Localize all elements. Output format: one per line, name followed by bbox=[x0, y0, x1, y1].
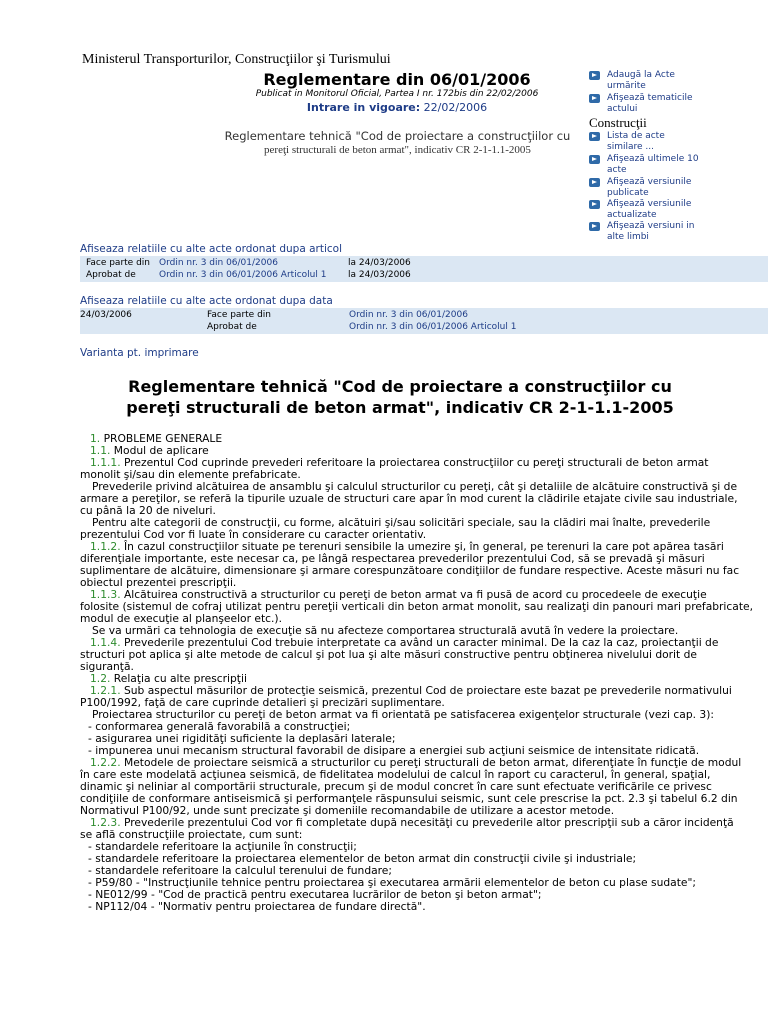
clause-text: prezentului Cod vor fi luate în considerare cu caracter orientativ. bbox=[80, 528, 427, 541]
document-body bbox=[80, 433, 768, 913]
clause-text: modul de execuţie al planşeelor etc.). bbox=[80, 612, 282, 625]
clause-text: - P59/80 - "Instrucţiunile tehnice pentru proiectarea şi executarea armării elementelor de beton cu plase sudate"; bbox=[88, 876, 696, 889]
clause-text: structuri pot aplica şi alte metode de calcul şi pot lua şi alte măsuri constructive pentru obţinerea nivelului dorit de bbox=[80, 648, 697, 661]
in-force-info bbox=[210, 101, 584, 114]
clause-text: - impunerea unui mecanism structural favorabil de disipare a energiei sub acţiuni seismice de intensitate ridicată. bbox=[88, 744, 700, 757]
clause-number: 1.2.3. bbox=[90, 816, 121, 829]
arrow-icon bbox=[589, 222, 600, 231]
document-heading-line-2: pereţi structurali de beton armat", indicativ CR 2-1-1.1-2005 bbox=[126, 398, 674, 417]
relation-type: Face parte din bbox=[207, 310, 271, 320]
relation-type: Face parte din bbox=[86, 258, 150, 268]
clause-text: Modul de aplicare bbox=[110, 444, 209, 457]
relation-type: Aprobat de bbox=[207, 322, 257, 332]
sidebar-item-label: Afişează ultimele 10 acte bbox=[607, 154, 699, 175]
clause-text: Proiectarea structurilor cu pereţi de beton armat va fi orientată pe satisfacerea exigenţelor structurale (vezi cap. 3): bbox=[92, 708, 714, 721]
relations-by-article-table bbox=[80, 256, 768, 282]
document-heading bbox=[90, 376, 710, 418]
arrow-icon bbox=[589, 178, 600, 187]
subject-line-1: Reglementare tehnică "Cod de proiectare a construcţiilor cu bbox=[224, 129, 571, 143]
clause-text: - NE012/99 - "Cod de practică pentru executarea lucrărilor de beton şi beton armat"; bbox=[88, 888, 542, 901]
arrow-icon bbox=[589, 94, 600, 103]
clause-text: P100/1992, faţă de care cuprinde detalieri şi precizări suplimentare. bbox=[80, 696, 445, 709]
sidebar-item-similar[interactable] bbox=[590, 131, 700, 153]
relation-act-link[interactable]: Ordin nr. 3 din 06/01/2006 bbox=[349, 310, 468, 320]
document-heading-line-1: Reglementare tehnică "Cod de proiectare a construcţiilor cu bbox=[128, 377, 672, 396]
body-line bbox=[80, 901, 768, 913]
clause-text: - NP112/04 - "Normativ pentru proiectarea de fundare directă". bbox=[88, 900, 426, 913]
arrow-icon bbox=[589, 132, 600, 141]
clause-text: obiectul prezentei prescripţii. bbox=[80, 576, 237, 589]
relation-type: Aprobat de bbox=[86, 270, 136, 280]
relation-date: la 24/03/2006 bbox=[348, 270, 411, 280]
clause-number: 1.1.2. bbox=[90, 540, 121, 553]
clause-text: Normativul P100/92, unde sunt precizate şi domeniile recomandabile de utilizare a acestor metode. bbox=[80, 804, 615, 817]
sidebar-item-published[interactable] bbox=[590, 177, 700, 199]
in-force-label: Intrare in vigoare: bbox=[306, 101, 421, 114]
clause-text: folosite (sistemul de cofraj utilizat pentru pereţii verticali din beton armat monolit, sau realizaţi din panouri mari prefabricate, bbox=[80, 600, 753, 613]
sidebar-item-last10[interactable] bbox=[590, 154, 700, 176]
clause-text: Se va urmări ca tehnologia de execuţie să nu afecteze comportarea structurală avută în vedere la proiectare. bbox=[92, 624, 679, 637]
clause-text: armare a pereţilor, se referă la tipurile uzuale de structuri care apar în mod curent la clădirile etajate civile sau industriale, bbox=[80, 492, 738, 505]
arrow-icon bbox=[589, 155, 600, 164]
clause-number: 1.1. bbox=[90, 444, 111, 457]
relations-by-date-link[interactable]: Afiseaza relatiile cu alte acte ordonat dupa data bbox=[80, 295, 333, 307]
sidebar-item-label: Afişează versiuni in alte limbi bbox=[607, 221, 695, 242]
clause-text: Metodele de proiectare seismică a structurilor cu pereţi structurali de beton armat, diferenţiate în funcţie de modul bbox=[120, 756, 742, 769]
page-title: Reglementare din 06/01/2006 bbox=[263, 70, 531, 89]
clause-text: Alcătuirea constructivă a structurilor cu pereţi de beton armat va fi pusă de acord cu procedeele de execuţie bbox=[120, 588, 707, 601]
clause-text: Prezentul Cod cuprinde prevederi referitoare la proiectarea construcţiilor cu pereţi structurali de beton armat bbox=[120, 456, 709, 469]
relation-act-link[interactable]: Ordin nr. 3 din 06/01/2006 Articolul 1 bbox=[159, 270, 327, 280]
clause-text: siguranţă. bbox=[80, 660, 134, 673]
arrow-icon bbox=[589, 71, 600, 80]
clause-text: se află construcţiile proiectate, cum sunt: bbox=[80, 828, 303, 841]
in-force-date: 22/02/2006 bbox=[423, 101, 488, 114]
sidebar-item-topics[interactable] bbox=[590, 93, 700, 115]
clause-text: - conformarea generală favorabilă a construcţiei; bbox=[88, 720, 351, 733]
clause-number: 1.2. bbox=[90, 672, 111, 685]
relation-date: 24/03/2006 bbox=[80, 310, 132, 320]
clause-text: PROBLEME GENERALE bbox=[100, 432, 223, 445]
sidebar-item-label: Adaugă la Acte urmărite bbox=[607, 70, 675, 91]
sidebar-item-updated[interactable] bbox=[590, 199, 700, 221]
ministry-name: Ministerul Transporturilor, Construcţiilor şi Turismului bbox=[82, 52, 391, 67]
print-version-link[interactable]: Varianta pt. imprimare bbox=[80, 347, 199, 359]
clause-text: - standardele referitoare la proiectarea elementelor de beton armat din construcţii civile şi industriale; bbox=[88, 852, 637, 865]
clause-text: Pentru alte categorii de construcţii, cu forme, alcătuiri şi/sau solicitări speciale, sau la clădiri mai înalte, prevederile bbox=[92, 516, 711, 529]
clause-text: în care este modelată acţiunea seismică, de fidelitatea modelului de calcul în raport cu caracterul, în general, spaţial, bbox=[80, 768, 711, 781]
clause-text: Prevederile privind alcătuirea de ansamblu şi calculul structurilor cu pereţi, cât şi detaliile de alcătuire constructivă şi de bbox=[92, 480, 738, 493]
sidebar-section-title: Construcţii bbox=[589, 115, 647, 130]
arrow-icon bbox=[589, 200, 600, 209]
clause-text: condiţiile de conformare antiseismică şi performanţele răspunsului seismic, sunt cele prescrise la pct. 2.3 şi tabelul 6.2 din bbox=[80, 792, 738, 805]
sidebar-item-label: Afişează tematicile actului bbox=[607, 93, 693, 114]
clause-text: monolit şi/sau din elemente prefabricate. bbox=[80, 468, 301, 481]
clause-number: 1.1.1. bbox=[90, 456, 121, 469]
body-line bbox=[80, 649, 768, 661]
clause-text: cu până la 20 de niveluri. bbox=[80, 504, 216, 517]
sidebar-item-languages[interactable] bbox=[590, 221, 700, 243]
clause-number: 1.1.4. bbox=[90, 636, 121, 649]
clause-text: - standardele referitoare la acţiunile în construcţii; bbox=[88, 840, 357, 853]
clause-text: dinamic şi neliniar al comportării structurale, precum şi de modul concret în care sunt efectuate verificările ce privesc bbox=[80, 780, 712, 793]
clause-text: - standardele referitoare la calculul terenului de fundare; bbox=[88, 864, 392, 877]
sidebar-item-label: Lista de acte similare ... bbox=[607, 131, 665, 152]
clause-text: Prevederile prezentului Cod vor fi completate după necesităţi cu prevederile altor prescripţii sub a căror incidenţă bbox=[120, 816, 734, 829]
relations-by-article-link[interactable]: Afiseaza relatiile cu alte acte ordonat dupa articol bbox=[80, 243, 343, 255]
subject-line-2: pereţi structurali de beton armat", indicativ CR 2-1-1.1-2005 bbox=[264, 144, 531, 156]
clause-text: diferenţiale importante, este necesar ca, pe lângă respectarea prevederilor prezentului Cod, să se prevadă şi măsuri bbox=[80, 552, 705, 565]
clause-text: - asigurarea unei rigidităţi suficiente la deplasări laterale; bbox=[88, 732, 396, 745]
sidebar-item-label: Afişează versiunile publicate bbox=[607, 177, 692, 198]
clause-text: Sub aspectul măsurilor de protecţie seismică, prezentul Cod de proiectare este bazat pe prevederile normativului bbox=[120, 684, 732, 697]
document-subject bbox=[215, 129, 580, 157]
relation-date: la 24/03/2006 bbox=[348, 258, 411, 268]
clause-text: Prevederile prezentului Cod trebuie interpretate ca având un caracter minimal. De la caz la caz, proiectanţii de bbox=[120, 636, 719, 649]
clause-number: 1.1.3. bbox=[90, 588, 121, 601]
clause-number: 1.2.2. bbox=[90, 756, 121, 769]
clause-text: suplimentare de alcătuire, dimensionare şi armare corespunzătoare condiţiilor de fundare respective. Aceste măsuri nu fac bbox=[80, 564, 740, 577]
sidebar-item-follow[interactable] bbox=[590, 70, 700, 92]
relations-by-date-table bbox=[80, 308, 768, 334]
publication-info: Publicat in Monitorul Oficial, Partea I nr. 172bis din 22/02/2006 bbox=[255, 89, 539, 99]
clause-number: 1. bbox=[90, 432, 101, 445]
clause-text: În cazul construcţiilor situate pe terenuri sensibile la umezire şi, în general, pe terenuri la care pot apărea tasări bbox=[120, 540, 724, 553]
relation-act-link[interactable]: Ordin nr. 3 din 06/01/2006 Articolul 1 bbox=[349, 322, 517, 332]
clause-number: 1.2.1. bbox=[90, 684, 121, 697]
clause-text: Relaţia cu alte prescripţii bbox=[110, 672, 247, 685]
sidebar-item-label: Afişează versiunile actualizate bbox=[607, 199, 692, 220]
relation-act-link[interactable]: Ordin nr. 3 din 06/01/2006 bbox=[159, 258, 278, 268]
